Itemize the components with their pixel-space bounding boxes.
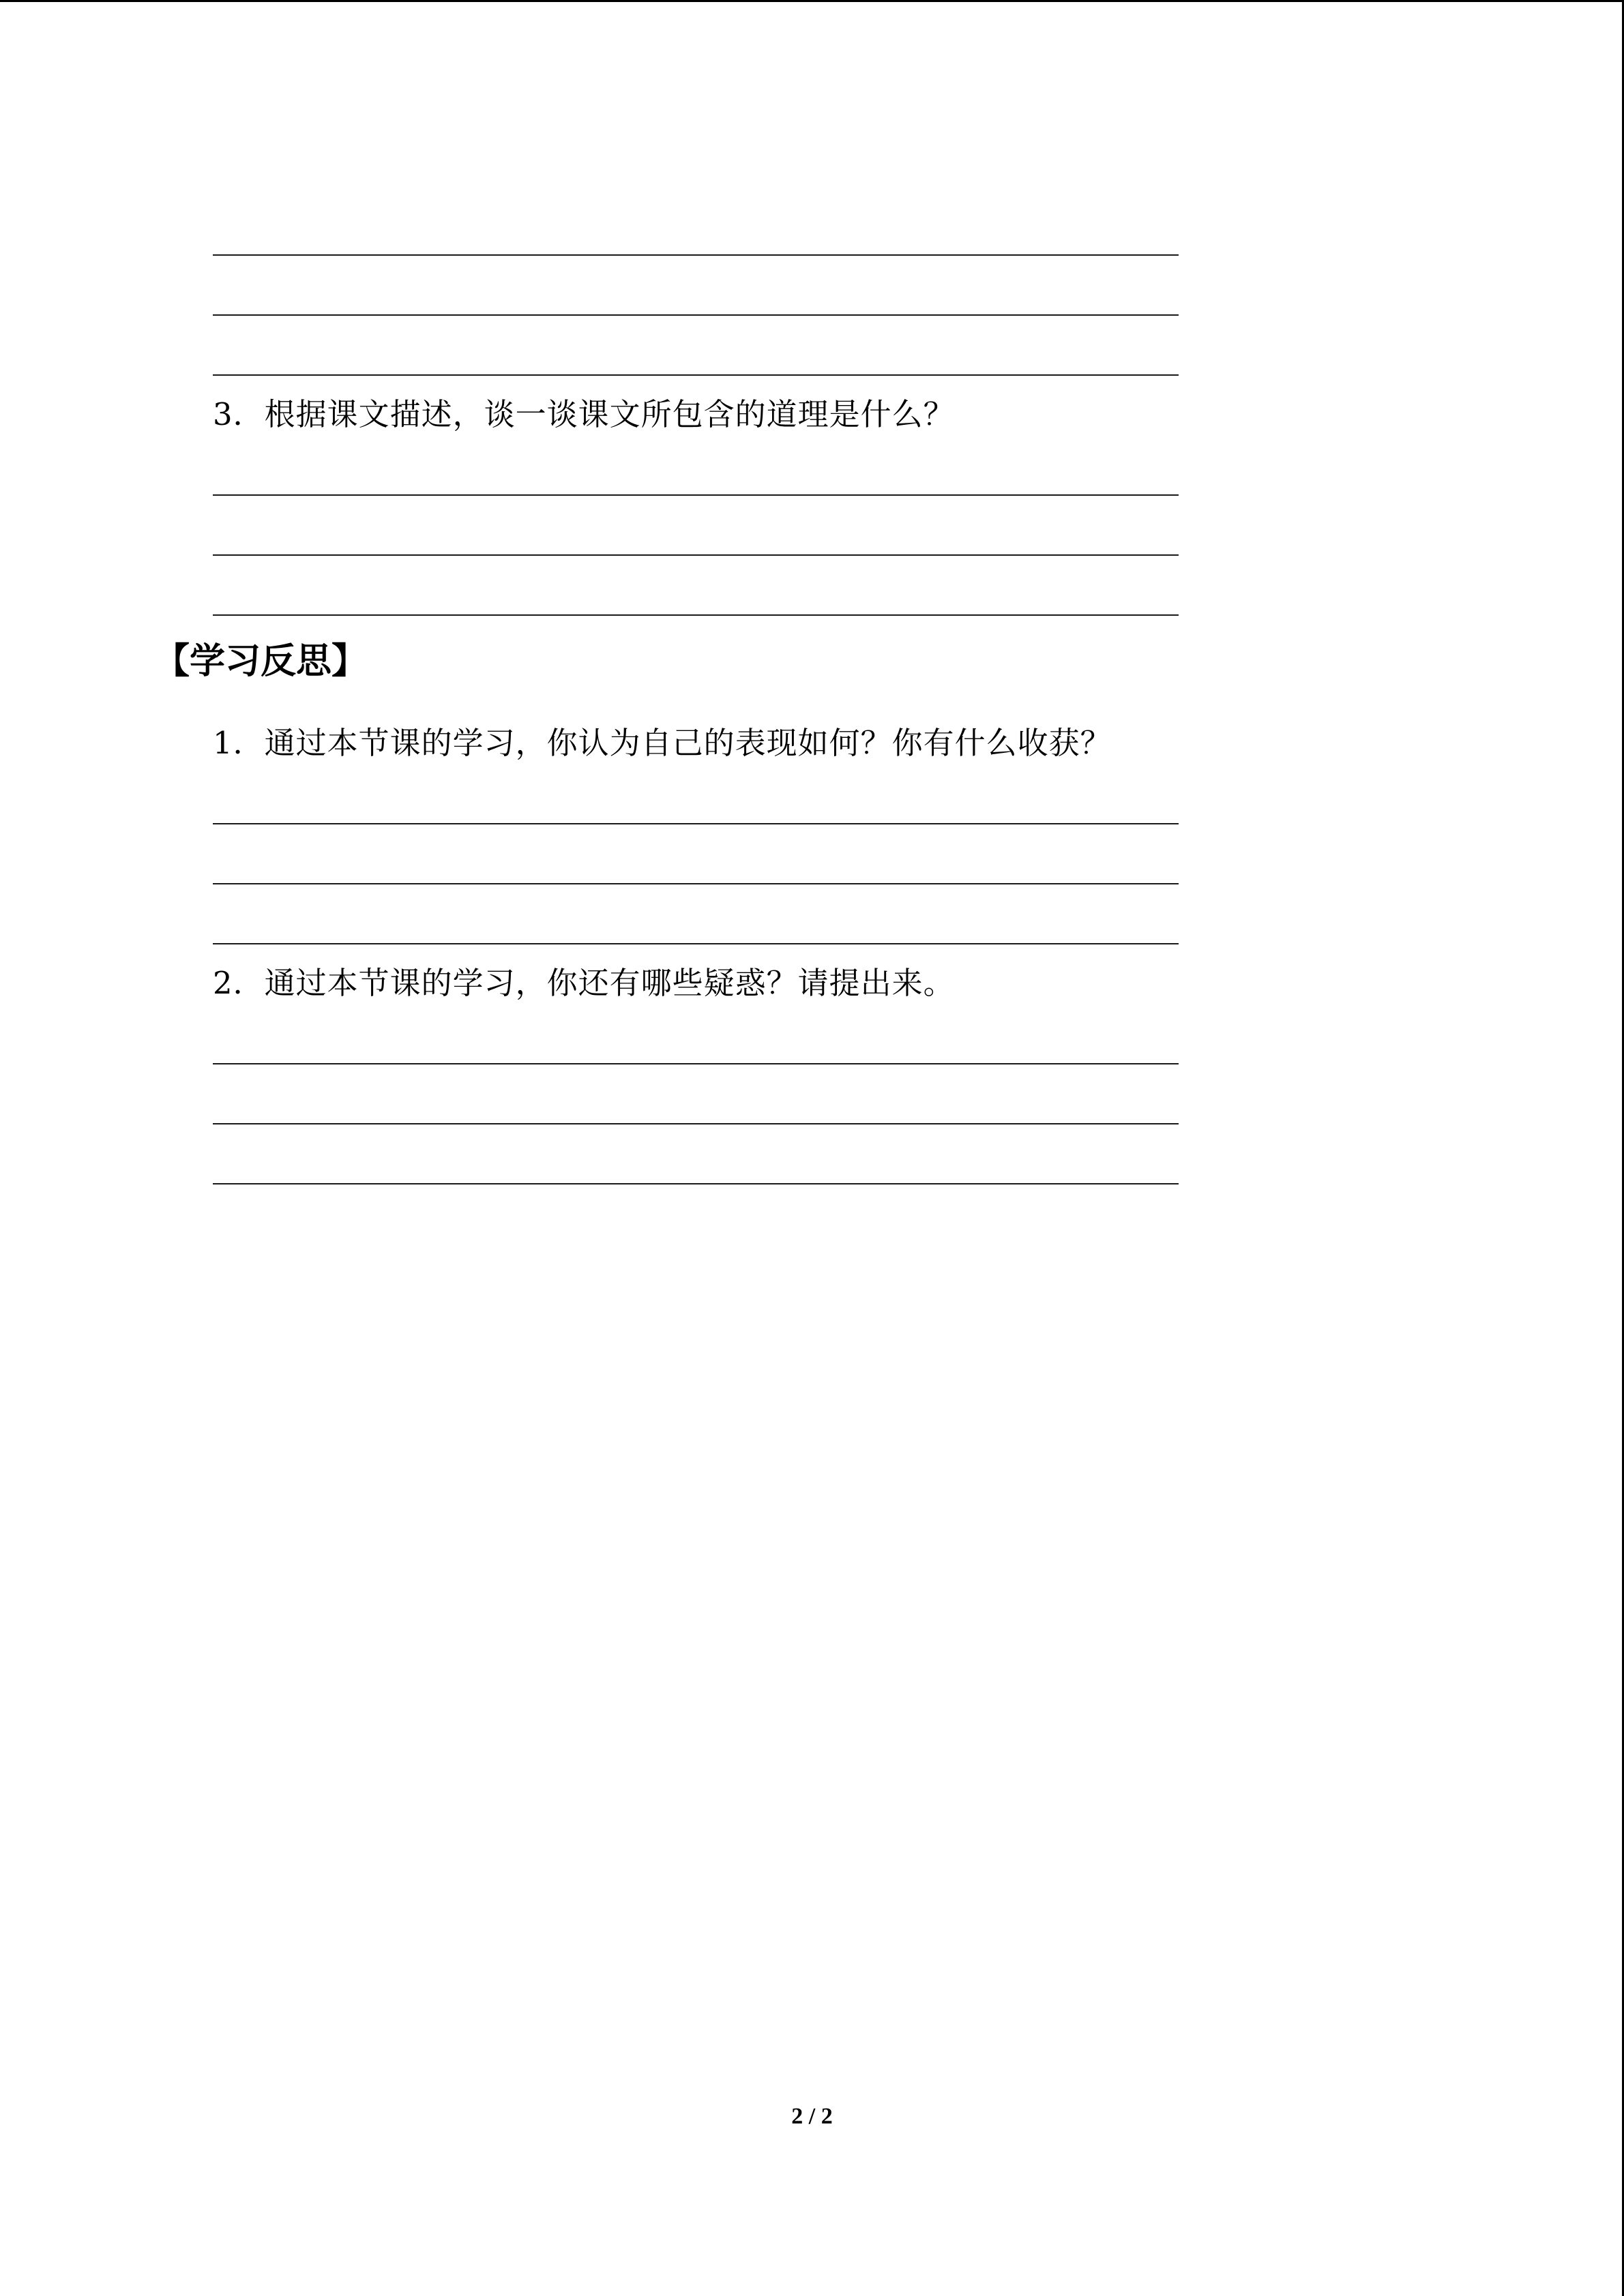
answer-line[interactable] xyxy=(213,614,1179,616)
section-heading-reflection: 【学习反思】 xyxy=(154,641,368,682)
answer-line[interactable] xyxy=(213,1063,1179,1064)
reflection-question-2-text: 2．通过本节课的学习，你还有哪些疑惑？请提出来。 xyxy=(213,965,955,1001)
question-3-text: 3．根据课文描述，谈一谈课文所包含的道理是什么？ xyxy=(213,396,955,432)
answer-line[interactable] xyxy=(213,494,1179,496)
answer-line[interactable] xyxy=(213,374,1179,376)
answer-line[interactable] xyxy=(213,943,1179,944)
answer-line[interactable] xyxy=(213,823,1179,824)
answer-line[interactable] xyxy=(213,554,1179,556)
answer-line[interactable] xyxy=(213,254,1179,256)
answer-line[interactable] xyxy=(213,883,1179,884)
page-top-border xyxy=(0,0,1624,2)
answer-line[interactable] xyxy=(213,1183,1179,1184)
reflection-question-1-text: 1．通过本节课的学习，你认为自己的表现如何？你有什么收获？ xyxy=(213,725,1112,761)
answer-line[interactable] xyxy=(213,1123,1179,1124)
answer-line[interactable] xyxy=(213,314,1179,316)
page-number: 2 / 2 xyxy=(791,2104,833,2129)
